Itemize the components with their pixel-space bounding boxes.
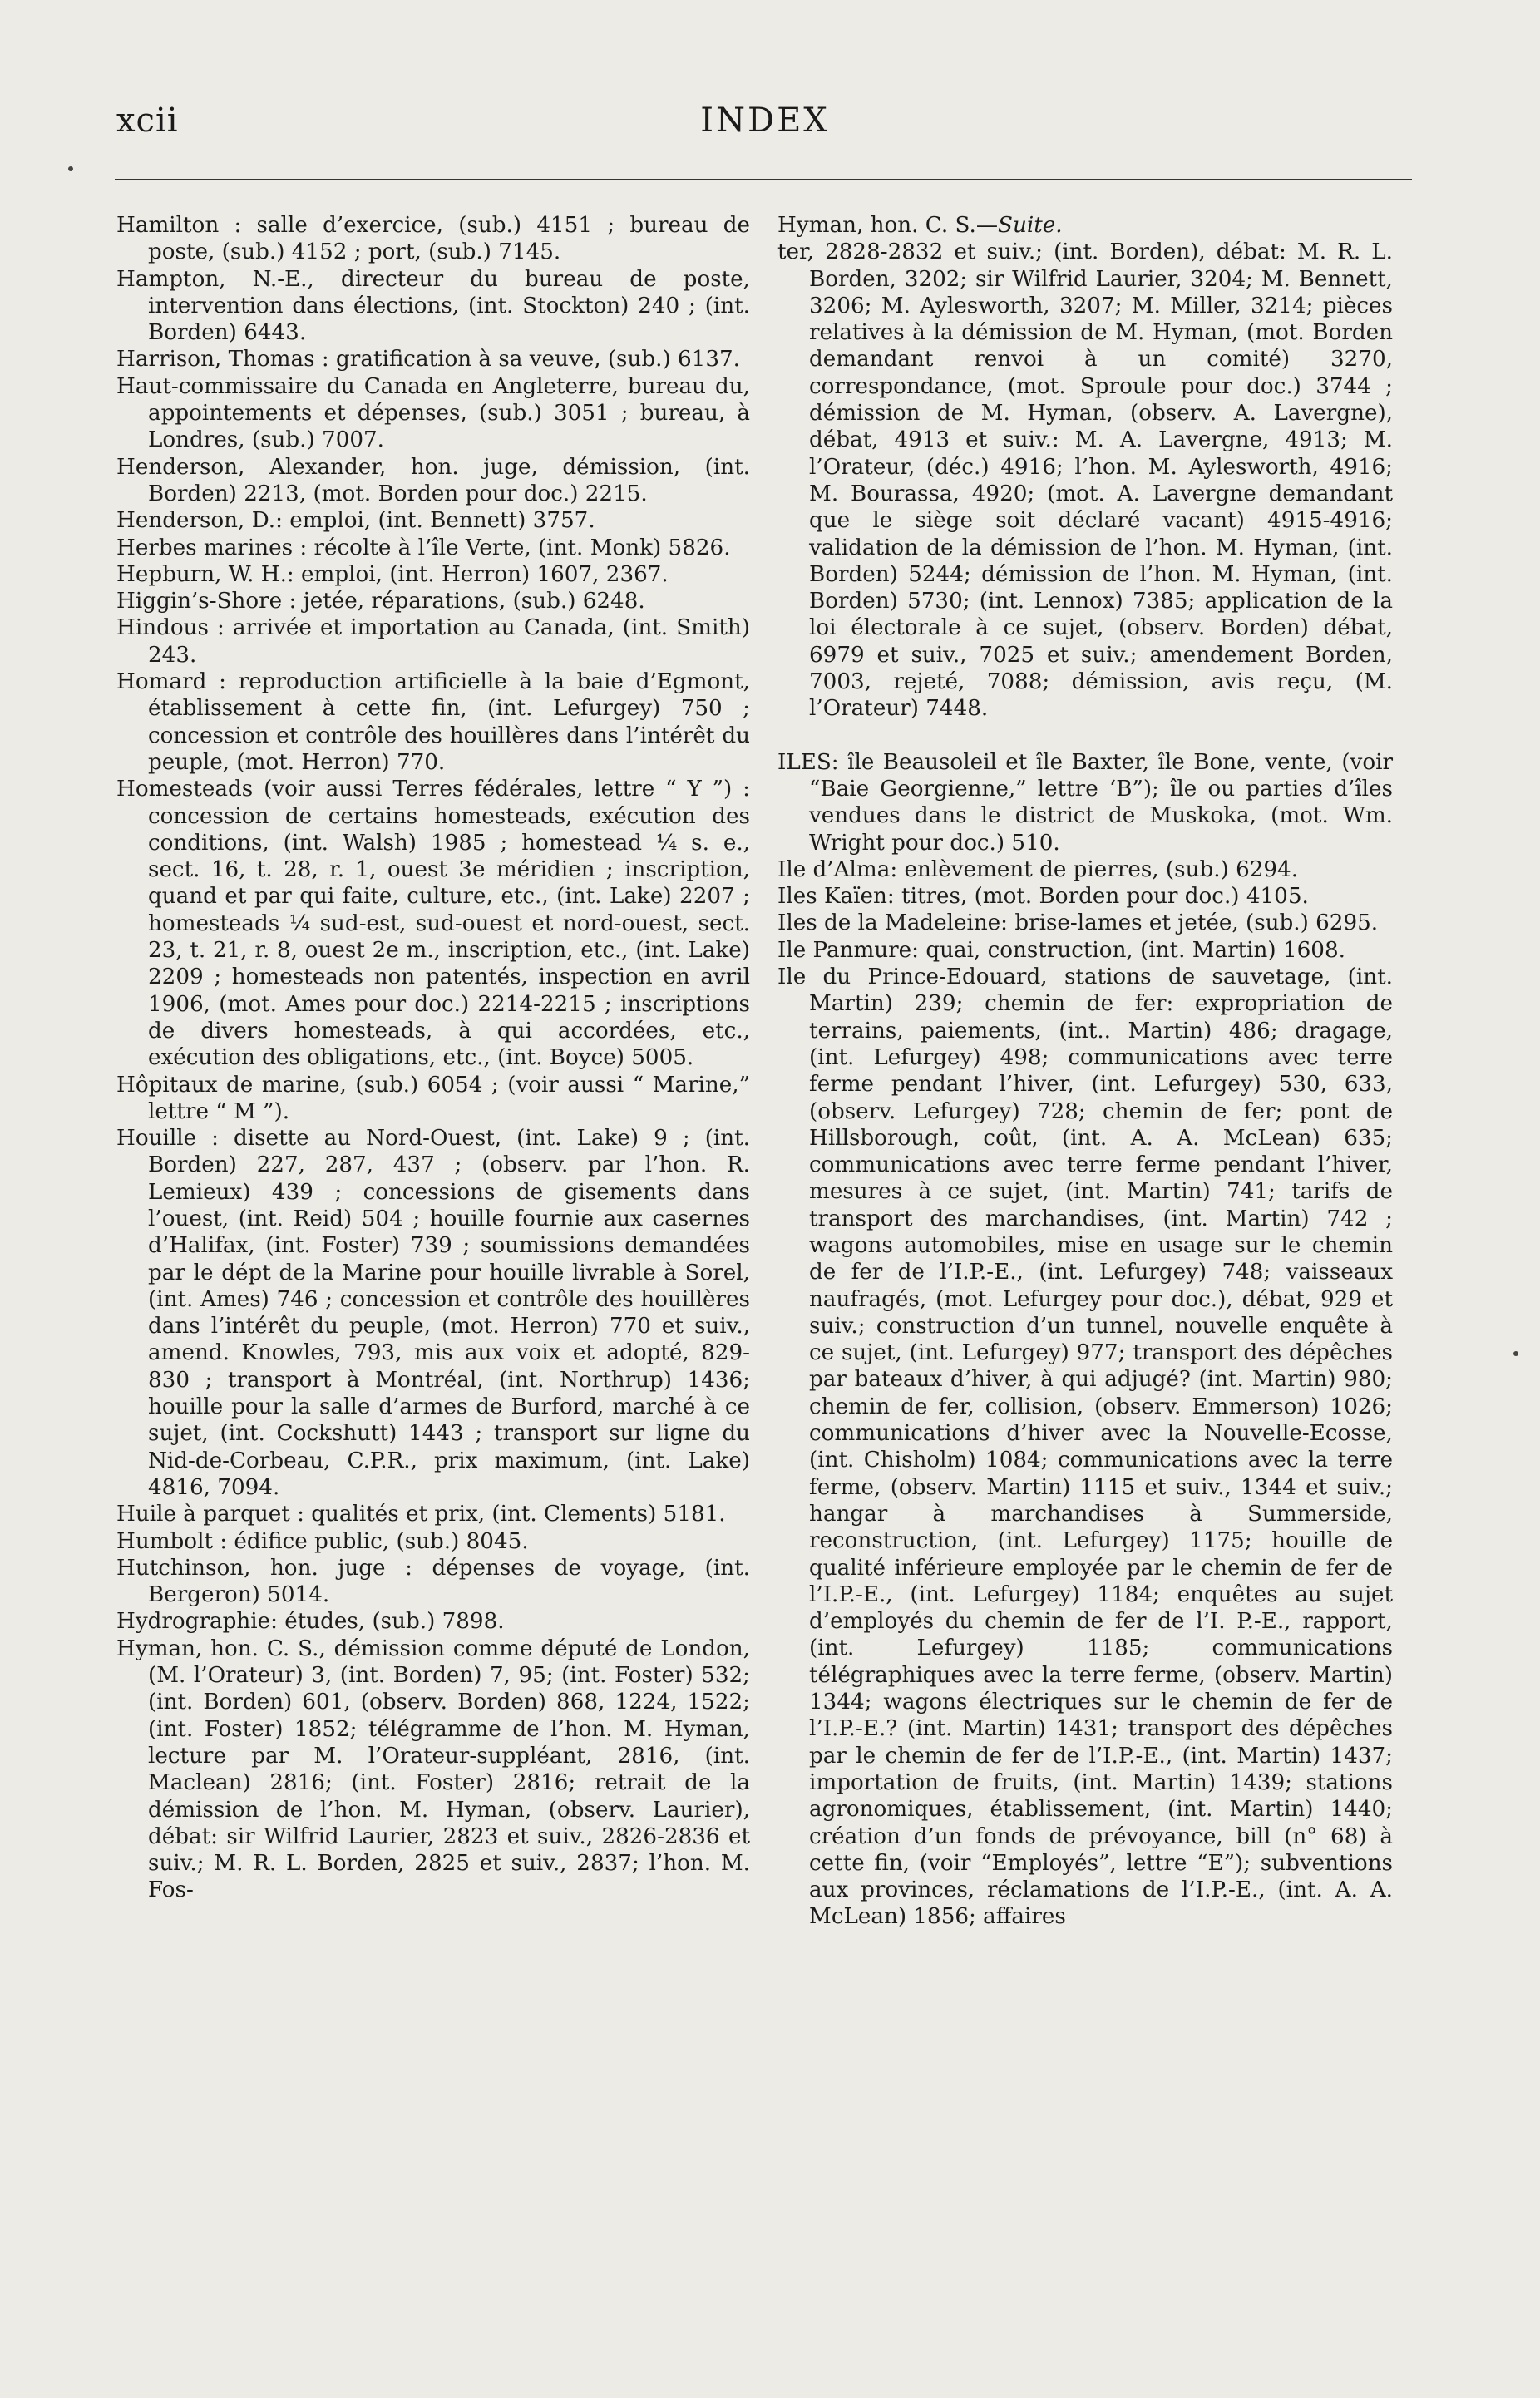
print-speck [1513,1351,1518,1356]
index-entry-ile-alma: Ile d’Alma: enlèvement de pierres, (sub.) 6294. [777,856,1299,882]
index-entry-ile-prince-edouard: Ile du Prince-Edouard, stations de sauvetage, (int. Martin) 239; chemin de fer: expropriation de terrains, paiements, (int.. Martin) 486; dragage, (int. Lefurgey) 498; communications avec terre ferme pendant l’hiver, (int. Lefurgey) 530, 633, (observ. Lefurgey) 728; chemin de fer; pont de Hillsborough, coût, (int. A. A. McLean) 635; communications avec terre ferme pendant l’hiver, mesures à ce sujet, (int. Martin) 741; tarifs de transport des marchandises, (int. Martin) 742 ; wagons automobiles, mise en usage sur le chemin de fer de l’I.P.-E., (int. Lefurgey) 748; vaisseaux naufragés, (mot. Lefurgey pour doc.), débat, 929 et suiv.; construction d’un tunnel, nouvelle enquête à ce sujet, (int. Lefurgey) 977; transport des dépêches par bateaux d’hiver, à qui adjugé? (int. Martin) 980; chemin de fer, collision, (observ. Emmerson) 1026; communications d’hiver avec la Nouvelle-Ecosse, (int. Chisholm) 1084; communications avec la terre ferme, (observ. Martin) 1115 et suiv., 1344 et suiv.; hangar à marchandises à Summerside, reconstruction, (int. Lefurgey) 1175; houille de qualité inférieure employée par le chemin de fer de l’I.P.-E., (int. Lefurgey) 1184; enquêtes au sujet d’employés du chemin de fer de l’I. P.-E., rapport, (int. Lefurgey) 1185; communications télégraphiques avec la terre ferme, (observ. Martin) 1344; wagons électriques sur le chemin de fer de l’I.P.-E.? (int. Martin) 1431; transport des dépêches par le chemin de fer de l’I.P.-E., (int. Martin) 1437; importation de fruits, (int. Martin) 1439; stations agronomiques, établissement, (int. Martin) 1440; création d’un fonds de prévoyance, bill (n° 68) à cette fin, (voir “Employés”, lettre “E”); subventions aux provinces, réclamations de l’I.P.-E., (int. A. A. McLean) 1856; affaires [777,965,1393,1930]
index-entry-humbolt: Humbolt : édifice public, (sub.) 8045. [116,1528,529,1554]
index-entry-higgins-shore: Higgin’s-Shore : jetée, réparations, (sub.) 6248. [116,589,645,614]
continued-heading-suite: Suite. [998,213,1063,238]
index-entry-iles-madeleine: Iles de la Madeleine: brise-lames et jetée, (sub.) 6295. [777,910,1379,936]
left-column [116,212,750,1904]
index-entry-houille: Houille : disette au Nord-Ouest, (int. Lake) 9 ; (int. Borden) 227, 287, 437 ; (observ. par l’hon. R. Lemieux) 439 ; concessions de gisements dans l’ouest, (int. Reid) 504 ; houille fournie aux casernes d’Halifax, (int. Foster) 739 ; soumissions demandées par le dépt de la Marine pour houille livrable à Sorel, (int. Ames) 746 ; concession et contrôle des houillères dans l’intérêt du peuple, (mot. Herron) 770 et suiv., amend. Knowles, 793, mis aux voix et adopté, 829-830 ; transport à Montréal, (int. Northrup) 1436; houille pour la salle d’armes de Burford, marché à ce sujet, (int. Cockshutt) 1443 ; transport sur ligne du Nid-de-Corbeau, C.P.R., prix maximum, (int. Lake) 4816, 7094. [116,1126,750,1500]
index-entry-iles-kaien: Iles Kaïen: titres, (mot. Borden pour doc.) 4105. [777,884,1309,910]
index-entry-hydrographie: Hydrographie: études, (sub.) 7898. [116,1609,505,1635]
index-entry-hamilton: Hamilton : salle d’exercice, (sub.) 4151 ; bureau de poste, (sub.) 4152 ; port, (sub.) 7145. [116,213,750,265]
index-entry-henderson-alexander: Henderson, Alexander, hon. juge, démission, (int. Borden) 2213, (mot. Borden pour doc.) 2215. [116,454,750,506]
index-entry-hampton: Hampton, N.-E., directeur du bureau de poste, intervention dans élections, (int. Stockton) 240 ; (int. Borden) 6443. [116,266,750,346]
continued-heading-name: Hyman, hon. C. S.— [777,213,999,238]
index-entry-hopitaux: Hôpitaux de marine, (sub.) 6054 ; (voir aussi “ Marine,” lettre “ M ”). [116,1072,750,1124]
index-entry-homard: Homard : reproduction artificielle à la baie d’Egmont, établissement à cette fin, (int. Lefurgey) 750 ; concession et contrôle des houillères dans l’intérêt du peuple, (mot. Herron) 770. [116,669,750,775]
continued-heading [777,212,1393,239]
index-entry-hepburn: Hepburn, W. H.: emploi, (int. Herron) 1607, 2367. [116,561,669,587]
right-column [777,212,1393,1931]
index-entry-henderson-d: Henderson, D.: emploi, (int. Bennett) 3757. [116,508,595,534]
header-rule [115,179,1412,180]
page-title: INDEX [700,101,830,140]
index-entry-huile: Huile à parquet : qualités et prix, (int. Clements) 5181. [116,1502,726,1527]
index-entry-ile-panmure: Ile Panmure: quai, construction, (int. Martin) 1608. [777,937,1345,963]
page-number: xcii [116,101,179,140]
index-entry-hindous: Hindous : arrivée et importation au Canada, (int. Smith) 243. [116,615,750,668]
index-entry-hyman-continued: ter, 2828-2832 et suiv.; (int. Borden), débat: M. R. L. Borden, 3202; sir Wilfrid Laurier, 3204; M. Bennett, 3206; M. Aylesworth, 3207; M. Miller, 3214; pièces relatives à la démission de M. Hyman, (mot. Borden demandant renvoi à un comité) 3270, correspondance, (mot. Sproule pour doc.) 3744 ; démission de M. Hyman, (observ. A. Lavergne), débat, 4913 et suiv.: M. A. Lavergne, 4913; M. l’Orateur, (déc.) 4916; l’hon. M. Aylesworth, 4916; M. Bourassa, 4920; (mot. A. Lavergne demandant que le siège soit déclaré vacant) 4915-4916; validation de la démission de l’hon. M. Hyman, (int. Borden) 5244; démission de l’hon. M. Hyman, (int. Borden) 5730; (int. Lennox) 7385; application de la loi électorale à ce sujet, (observ. Borden) débat, 6979 et suiv., 7025 et suiv.; amendement Borden, 7003, rejeté, 7088; démission, avis reçu, (M. l’Orateur) 7448. [777,239,1393,722]
page-header [116,101,1414,151]
index-entry-hutchinson: Hutchinson, hon. juge : dépenses de voyage, (int. Bergeron) 5014. [116,1555,750,1608]
index-entry-iles: ILES: île Beausoleil et île Baxter, île Bone, vente, (voir “Baie Georgienne,” lettre ‘B”); île ou parties d’îles vendues dans le district de Muskoka, (mot. Wm. Wright pour doc.) 510. [777,749,1393,856]
index-entry-haut-commissaire: Haut-commissaire du Canada en Angleterre, bureau du, appointements et dépenses, (sub.) 3051 ; bureau, à Londres, (sub.) 7007. [116,373,750,453]
index-entry-herbes-marines: Herbes marines : récolte à l’île Verte, (int. Monk) 5826. [116,535,731,560]
index-entry-hyman: Hyman, hon. C. S., démission comme député de London, (M. l’Orateur) 3, (int. Borden) 7, 95; (int. Foster) 532; (int. Borden) 601, (observ. Borden) 868, 1224, 1522; (int. Foster) 1852; télégramme de l’hon. M. Hyman, lecture par M. l’Orateur-suppléant, 2816, (int. Maclean) 2816; (int. Foster) 2816; retrait de la démission de l’hon. M. Hyman, (observ. Laurier), débat: sir Wilfrid Laurier, 2823 et suiv., 2826-2836 et suiv.; M. R. L. Borden, 2825 et suiv., 2837; l’hon. M. Fos- [116,1636,750,1903]
print-speck [68,166,73,171]
index-entry-homesteads: Homesteads (voir aussi Terres fédérales, lettre “ Y ”) : concession de certains homesteads, exécution des conditions, (int. Walsh) 1985 ; homestead ¼ s. e., sect. 16, t. 28, r. 1, ouest 3e méridien ; inscription, quand et par qui faite, culture, etc., (int. Lake) 2207 ; homesteads ¼ sud-est, sud-ouest et nord-ouest, sect. 23, t. 21, r. 8, ouest 2e m., inscription, etc., (int. Lake) 2209 ; homesteads non patentés, inspection en avril 1906, (mot. Ames pour doc.) 2214-2215 ; inscriptions de divers homesteads, à qui accordées, etc., exécution des obligations, etc., (int. Boyce) 5005. [116,777,750,1071]
index-entry-harrison: Harrison, Thomas : gratification à sa veuve, (sub.) 6137. [116,347,740,373]
